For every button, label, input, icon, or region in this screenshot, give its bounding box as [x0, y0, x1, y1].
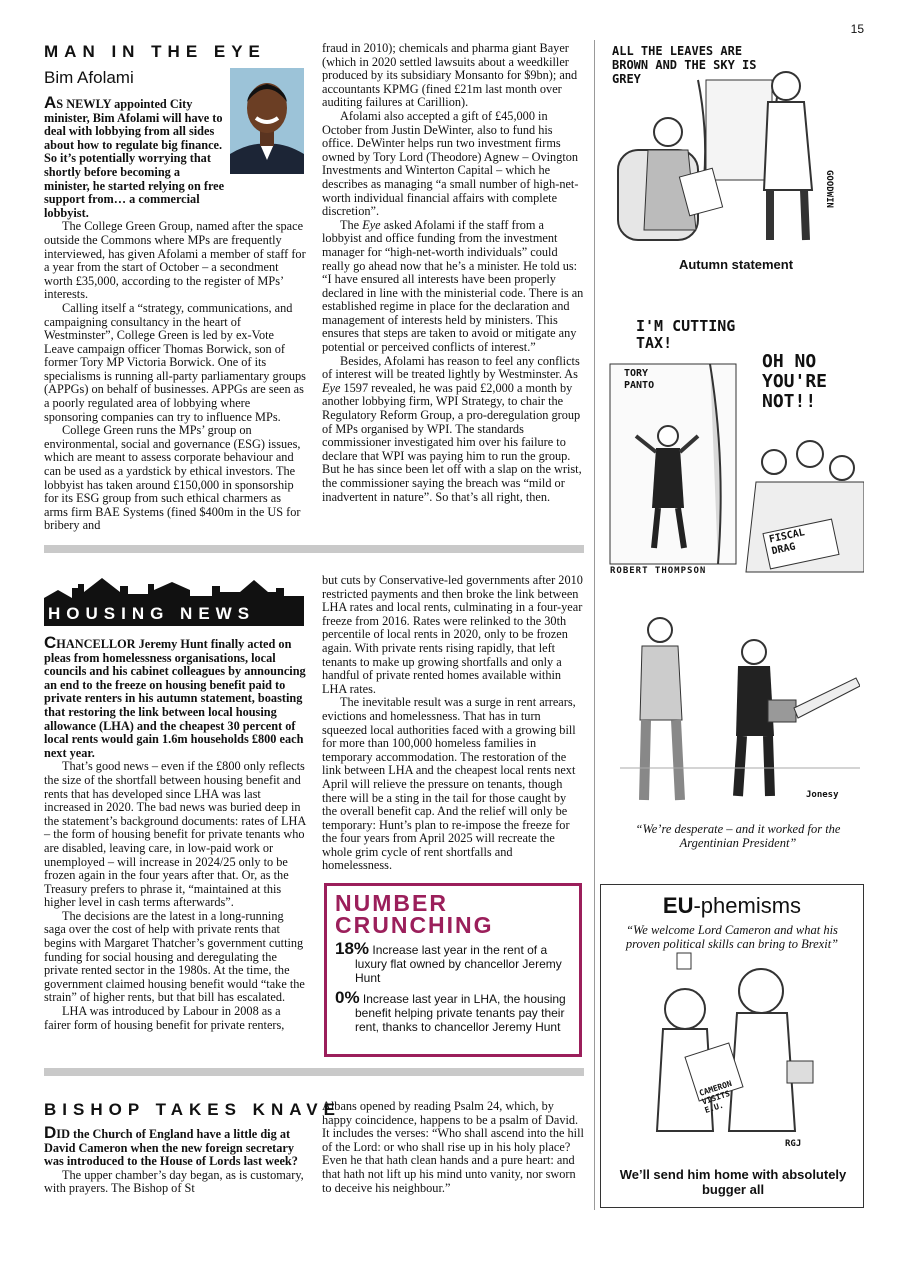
section-divider	[44, 1068, 584, 1076]
article-paragraph: Calling itself a “strategy, communications, and campaigning consultancy in the heart of Westminster”, College Green is led by ex-Vote Leave campaign officer Thomas Borwick, son of former Tory MP Victoria Borwick. One of its specialisms is running all-party parliamentary groups (APPGs) on behalf of businesses. APPGs are seen as a poorly regulated area of lobbying where sponsoring companies can try to influence MPs.	[44, 300, 306, 424]
dropcap: A	[44, 93, 57, 112]
man-in-eye-byline: Bim Afolami	[44, 68, 134, 87]
article-paragraph: Albans opened by reading Psalm 24, which, by happy coincidence, happens to be a psalm of David. It includes the verses: “Who shall ascend into the hill of the Lord: or who shall rise up in his holy place? Even he that hath clean hands and a pure heart: and that hath not lift up his mind unto vanity, nor sworn to deceive his neighbour.”	[322, 1099, 584, 1195]
cartoon-speech: ALL THE LEAVES ARE BROWN AND THE SKY IS GREY	[612, 44, 757, 86]
cartoon-signature: GOODWIN	[824, 170, 834, 208]
eu-cartoon	[601, 951, 865, 1147]
eu-phemisms-box	[600, 884, 864, 1208]
cartoon-speech: OH NO YOU'RE NOT!!	[762, 351, 828, 412]
article-paragraph: The College Green Group, named after the space outside the Commons where MPs are frequently interviewed, has given Afolami a member of staff for a year from the start of October – a secondment worth £35,000, according to the register of MPs’ interests.	[44, 219, 306, 302]
man-in-eye-heading: MAN IN THE EYE	[44, 42, 266, 61]
cartoon-signature: RGJ	[785, 1139, 802, 1149]
cartoon-caption: “We’re desperate – and it worked for the Argentinian President”	[635, 822, 841, 850]
cartoon-chainsaw	[620, 610, 860, 814]
article-paragraph: LHA was introduced by Labour in 2008 as a fairer form of housing benefit for private renters,	[44, 1004, 285, 1032]
cartoon-sign: TORY PANTO	[624, 368, 655, 391]
number-crunching-box	[324, 883, 582, 1057]
article-paragraph: The inevitable result was a surge in rent arrears, evictions and homelessness. That has in turn squeezed local authorities faced with a growing bill for more than 100,000 homeless families in temporary accommodation. The restoration of the link between LHA and the cheapest local rents next April will relieve the pressure on tenants, though there will be a sting in the tail for those caught by the overall benefit cap. And the relief will only be temporary: Hunt’s plan to re-impose the freeze for the four years from April 2025 will recreate the whole grim cycle of rent shortfalls and homelessness.	[322, 695, 576, 873]
article-paragraph: College Green runs the MPs’ group on environmental, social and governance (ESG) issues, which are meant to assess corporate behaviour and can be used as a yardstick by ethical investors. The lobbyist has taken around £150,000 in sponsorship for its ESG group from such ethical charmers as arms firm BAE Systems (fined $400m in the US for bribery and	[44, 423, 301, 533]
bishop-heading: BISHOP TAKES KNAVE	[44, 1100, 341, 1119]
eu-banner: CAMERON VISITS E.U.	[698, 1078, 733, 1116]
bishop-col2	[322, 1100, 584, 1195]
article-paragraph: but cuts by Conservative-led governments after 2010 restricted payments and then broke the link between LHA rates and local rents, culminating in a four-year freeze from 2016. Rates were relinked to the 30th percentile of local rents in 2020, only to be frozen again. With private rents rising rapidly, that left tenants to make up growing shortfalls and only a handful of private rented homes available within LHA rates.	[322, 573, 583, 696]
article-paragraph: The Eye asked Afolami if the staff from a lobbyist and office funding from the investment manager for “high-net-worth individuals” could really go ahead now that he’s a minister. He told us: “I have ensured all interests have been properly declared in line with the ministerial code. There is an established regime in place for the declaration and management of interests held by ministers. This ensures that steps are taken to avoid or mitigate any potential or perceived conflicts of interest.”	[322, 217, 584, 355]
lead-paragraph: HANCELLOR Jeremy Hunt finally acted on pleas from homelessness organisations, local councils and his cabinet colleagues by announcing an end to the freeze on housing benefit paid to private renters in his autumn statement, boasting that restoring the link between local housing allowance (LHA) and the cheapest 30 percent of local rents would gain 1.6m households £800 each next year.	[44, 637, 306, 760]
dropcap: D	[44, 1123, 57, 1142]
housing-col2	[322, 574, 584, 873]
article-paragraph: fraud in 2010); chemicals and pharma giant Bayer (which in 2020 settled lawsuits about a weedkiller produced by its subsidiary Monsanto for $9bn); and accountants KPMG (fined £21m last month over auditing failures at Carillion).	[322, 41, 578, 110]
eu-quote: “We welcome Lord Cameron and what his proven political skills can bring to Brexit”	[625, 923, 839, 951]
lead-paragraph: S NEWLY appointed City minister, Bim Afolami will have to deal with lobbying from all sides about how to regulate big finance. So it’s potentially worrying that shortly before becoming a minister, he started relying on free support from… a commercial lobbyist.	[44, 97, 225, 220]
bishop-col1	[44, 1123, 306, 1196]
dropcap: C	[44, 633, 57, 652]
housing-heading: HOUSING NEWS	[48, 604, 256, 623]
article-paragraph: That’s good news – even if the £800 only reflects the size of the shortfall between housing benefit and rents that has developed since LHA was last increased in 2020. The bad news was buried deep in the statement’s background documents: rates of LHA – the form of housing benefit for private tenants who are disabled, leaving care, in low-paid work or unemployed – will increase in 2024/25 only to be frozen again in the four years after that. Or, as the Treasury prefers to phrase it, “maintained at this higher level in cash terms afterwards”.	[44, 759, 306, 910]
column-rule	[594, 40, 595, 1210]
article-paragraph: Besides, Afolami has reason to feel any conflicts of interest will be treated lightly by Westminster. As Eye 1597 revealed, he was paid £2,000 a month by another lobbying firm, WPI Strategy, to chair the Regulatory Reform Group, a pro-deregulation group of MPs organised by WPI. The standards commissioner investigated him over his failure to declare that WPI was paying him to run the group. But he has since been let off with a slap on the wrist, the commissioner saying the breach was “mild or inadvertent in nature”. So that’s all right, then.	[322, 353, 582, 504]
eu-caption: We’ll send him home with absolutely bugger all	[619, 1167, 847, 1197]
eu-phemisms-title: EU-phemisms	[662, 893, 802, 918]
cartoon-signature: ROBERT THOMPSON	[610, 566, 707, 576]
article-paragraph: The decisions are the latest in a long-running saga over the cost of help with private rents that begins with Margaret Thatcher’s government cutting funding for social housing and deregulating the private rented sector in the 1980s. At the time, the government claimed housing benefit would “take the strain” of higher rents, but that bill has escalated.	[44, 908, 305, 1005]
cartoon-signature: Jonesy	[806, 790, 839, 800]
number-crunching-item: 0% Increase last year in LHA, the housing benefit helping private tenants pay their rent, thanks to chancellor Jeremy Hunt	[335, 988, 566, 1034]
lead-paragraph: ID the Church of England have a little dig at David Cameron when the new foreign secretary was introduced to the House of Lords last week?	[44, 1127, 298, 1169]
number-crunching-item: 18% Increase last year in the rent of a luxury flat owned by chancellor Jeremy Hunt	[335, 939, 562, 985]
man-in-eye-col2	[322, 42, 584, 504]
article-paragraph: Afolami also accepted a gift of £45,000 in October from Justin DeWinter, also to fund his office. DeWinter helps run two investment firms owned by Tory Lord (Theodore) Agnew – Ovington Investments and Winterton Capital – which he describes as managing “a small number of high-net-worth individual financial affairs with complete discretion”.	[322, 108, 579, 219]
housing-col1	[44, 633, 306, 1032]
article-paragraph: The upper chamber’s day began, as is customary, with prayers. The Bishop of St	[44, 1167, 304, 1196]
cartoon-speech: I'M CUTTING TAX!	[636, 317, 736, 352]
section-divider	[44, 545, 584, 553]
page-number: 15	[850, 22, 864, 36]
man-in-eye-col1	[44, 93, 306, 533]
cartoon-sign: FISCAL DRAG	[768, 527, 806, 558]
number-crunching-title: NUMBER	[335, 890, 448, 916]
cartoon-caption: Autumn statement	[678, 257, 794, 272]
number-crunching-title: CRUNCHING	[335, 912, 494, 938]
